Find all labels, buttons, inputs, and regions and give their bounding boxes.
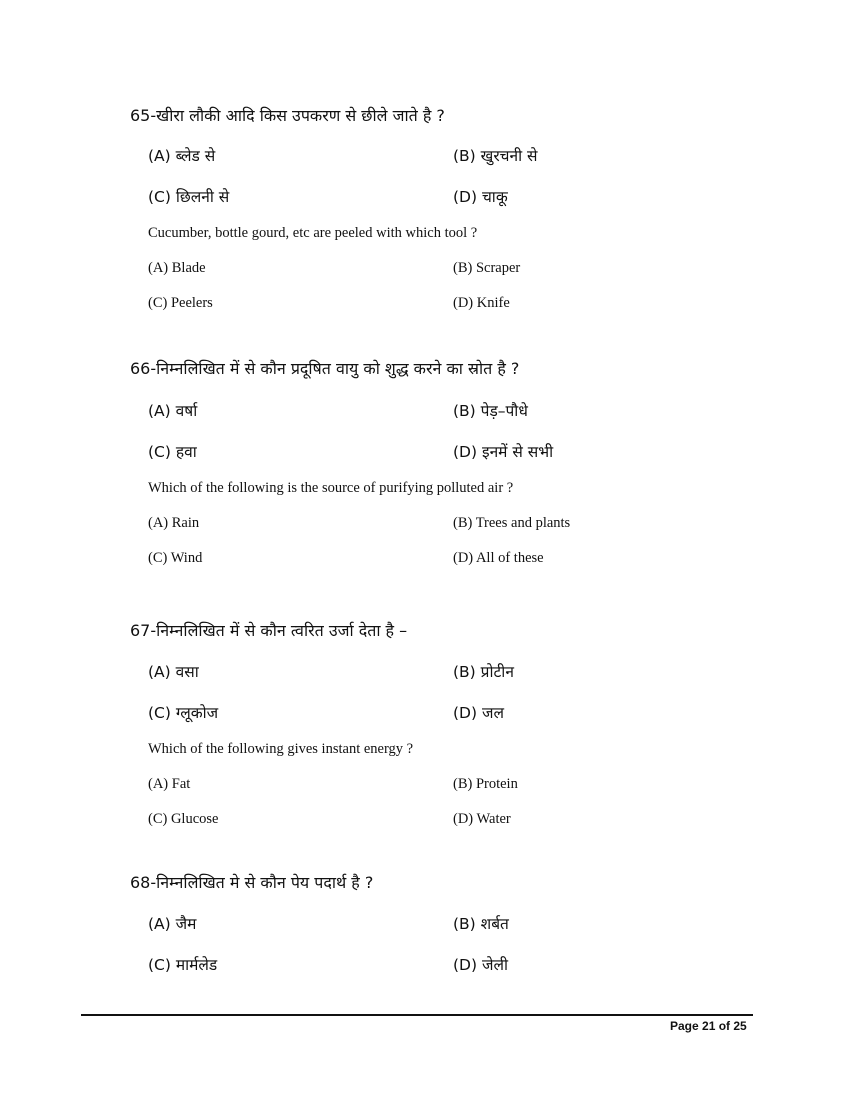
footer-divider — [81, 1014, 753, 1016]
option-c-english: (C) Peelers — [148, 295, 213, 311]
question-stem-hindi: 66-निम्नलिखित में से कौन प्रदूषित वायु को शुद्ध करने का स्रोत है ? — [130, 359, 520, 378]
option-d-hindi: (D) चाकू — [453, 188, 508, 206]
option-a-english: (A) Blade — [148, 260, 206, 276]
option-a-english: (A) Fat — [148, 776, 191, 792]
question-stem-hindi: 65-खीरा लौकी आदि किस उपकरण से छीले जाते है ? — [130, 106, 445, 125]
option-c-hindi: (C) छिलनी से — [148, 188, 230, 206]
option-d-hindi: (D) जल — [453, 704, 504, 722]
question-stem-hindi: 68-निम्नलिखित मे से कौन पेय पदार्थ है ? — [130, 873, 374, 892]
option-c-english: (C) Wind — [148, 550, 203, 566]
option-a-hindi: (A) वसा — [148, 663, 199, 681]
option-b-hindi: (B) खुरचनी से — [453, 147, 538, 165]
option-c-english: (C) Glucose — [148, 811, 219, 827]
option-a-hindi: (A) जैम — [148, 915, 197, 933]
page-number: Page 21 of 25 — [670, 1019, 747, 1033]
option-d-english: (D) Water — [453, 811, 511, 827]
option-d-hindi: (D) जेली — [453, 956, 508, 974]
question-stem-english: Which of the following is the source of purifying polluted air ? — [148, 480, 514, 496]
option-b-hindi: (B) शर्बत — [453, 915, 509, 933]
option-c-hindi: (C) ग्लूकोज — [148, 704, 219, 722]
option-d-english: (D) Knife — [453, 295, 510, 311]
option-b-english: (B) Protein — [453, 776, 518, 792]
option-b-hindi: (B) प्रोटीन — [453, 663, 514, 681]
option-b-hindi: (B) पेड़–पौधे — [453, 402, 528, 420]
option-a-hindi: (A) वर्षा — [148, 402, 198, 420]
option-a-hindi: (A) ब्लेड से — [148, 147, 216, 165]
option-b-english: (B) Scraper — [453, 260, 521, 276]
option-d-hindi: (D) इनमें से सभी — [453, 443, 554, 461]
question-stem-hindi: 67-निम्नलिखित में से कौन त्वरित उर्जा देता है – — [130, 621, 408, 640]
option-b-english: (B) Trees and plants — [453, 515, 571, 531]
question-stem-english: Which of the following gives instant energy ? — [148, 741, 414, 757]
option-c-hindi: (C) हवा — [148, 443, 197, 461]
option-d-english: (D) All of these — [453, 550, 544, 566]
question-stem-english: Cucumber, bottle gourd, etc are peeled with which tool ? — [148, 225, 478, 241]
option-a-english: (A) Rain — [148, 515, 200, 531]
option-c-hindi: (C) मार्मलेड — [148, 956, 218, 974]
